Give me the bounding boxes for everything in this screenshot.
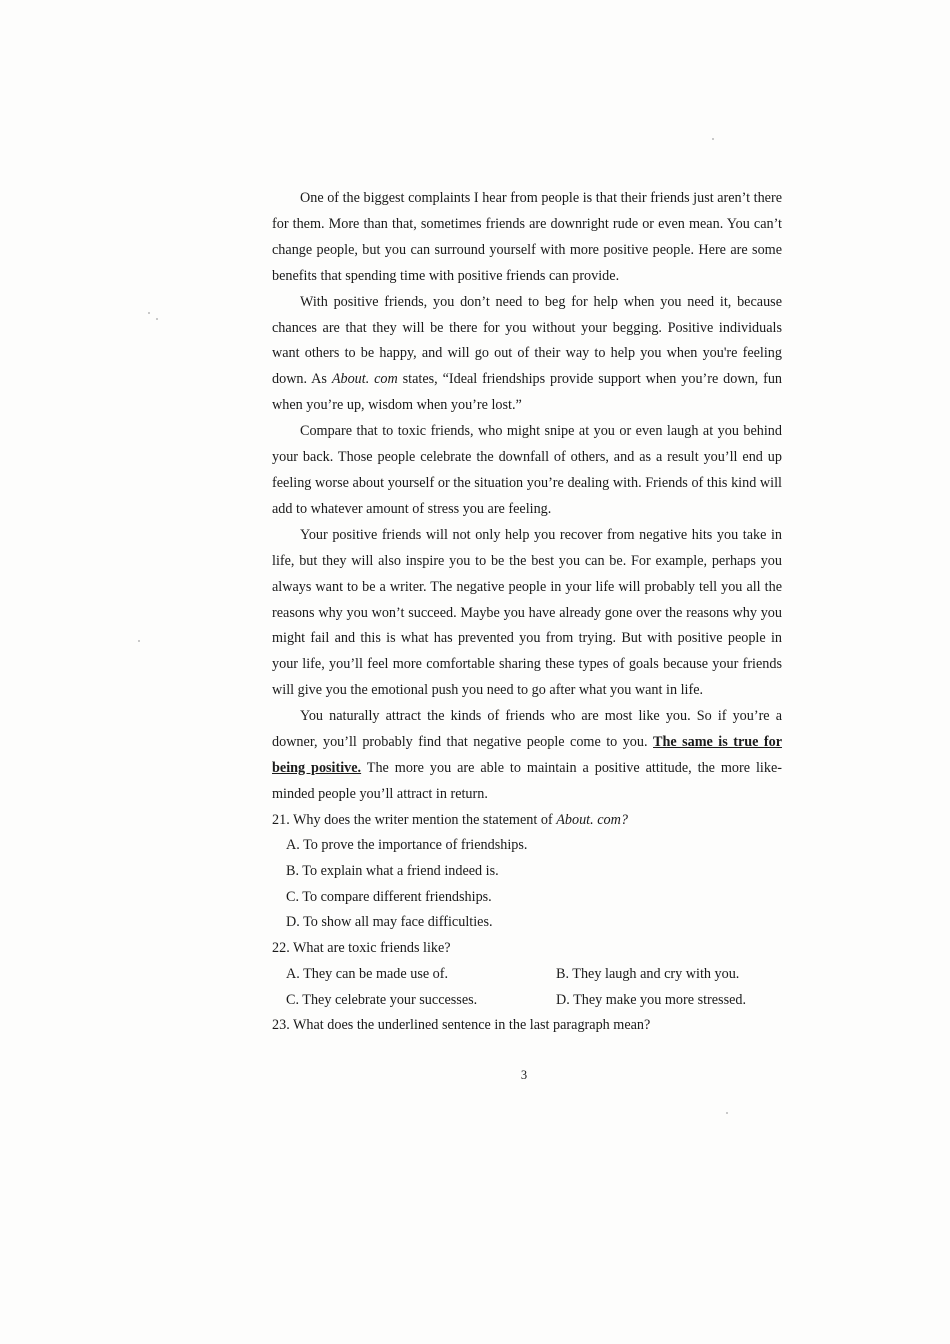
source-name: About. com bbox=[331, 371, 398, 388]
scan-speck bbox=[148, 312, 150, 314]
paragraph-text: Compare that to toxic friends, who might snipe at you or even laugh at you behind your back. Those people celebrate the downfall of others, and as a result you’ll end up feeling worse about yourself or the situation you’re dealing with. Friends of this kind will add to whatever amount of stress you are feeling. bbox=[272, 423, 782, 517]
paragraph-text: With positive friends, you don’t need to beg for help when you need it, because chances are that they will be there for you without your begging. Positive individuals want others to be happy, and will go out of their way to help you when you're feeling down. As bbox=[272, 293, 782, 388]
paragraph-text: One of the biggest complaints I hear from people is that their friends just aren’t there for them. More than that, sometimes friends are downright rude or even mean. You can’t change people, but you can surround yourself with more positive people. Here are some benefits that spending time with positive friends can provide. bbox=[272, 190, 782, 284]
option-b: B. They laugh and cry with you. bbox=[556, 966, 740, 983]
scan-speck bbox=[138, 640, 140, 642]
option-c: C. They celebrate your successes. bbox=[286, 992, 478, 1009]
stem-source: About. com? bbox=[556, 811, 628, 828]
option-a: A. They can be made use of. bbox=[286, 966, 449, 983]
stem-text: 21. Why does the writer mention the statement of bbox=[272, 811, 557, 828]
question-21 bbox=[272, 808, 782, 936]
scan-speck bbox=[726, 1112, 728, 1114]
paragraph-text: Your positive friends will not only help you recover from negative hits you take in life, but they will also inspire you to be the best you can be. For example, perhaps you always want to be a writer. The negative people in your life will probably tell you all the reasons why you won’t succeed. Maybe you have already gone over the reasons why you might fail and this is what has prevented you from trying. But with positive people in your life, you’ll feel more comfortable sharing these types of goals because your friends will give you the emotional push you need to go after what you want in life. bbox=[272, 526, 782, 699]
passage-paragraph-4 bbox=[272, 523, 782, 704]
option-c: C. To compare different friendships. bbox=[286, 888, 492, 905]
underlined-sentence: The same is true for being positive. bbox=[272, 734, 783, 776]
passage-paragraph-1 bbox=[272, 186, 782, 290]
paragraph-text: The more you are able to maintain a positive attitude, the more like-minded people you’ll attract in return. bbox=[272, 759, 782, 802]
question-23 bbox=[272, 1013, 782, 1039]
question-stem: 22. What are toxic friends like? bbox=[272, 939, 451, 956]
passage-paragraph-5 bbox=[272, 704, 782, 808]
scan-speck bbox=[156, 318, 158, 320]
page-number: 3 bbox=[520, 1068, 528, 1082]
question-22 bbox=[272, 936, 782, 1014]
options-row-1 bbox=[286, 961, 782, 987]
question-stem bbox=[272, 808, 782, 834]
question-stem: 23. What does the underlined sentence in the last paragraph mean? bbox=[272, 1017, 651, 1034]
option-d: D. To show all may face difficulties. bbox=[286, 914, 493, 931]
paragraph-text: You naturally attract the kinds of friends who are most like you. So if you’re a downer, you’ll probably find that negative people come to you. bbox=[272, 708, 782, 751]
scan-speck bbox=[712, 138, 714, 140]
options-row-2 bbox=[286, 987, 782, 1013]
option-d: D. They make you more stressed. bbox=[556, 992, 747, 1009]
paragraph-text: states, “Ideal friendships provide support when you’re down, fun when you’re up, wisdom when you’re lost.” bbox=[272, 371, 783, 414]
reading-passage bbox=[272, 186, 782, 808]
passage-paragraph-2 bbox=[272, 290, 782, 420]
exam-content bbox=[272, 186, 782, 1039]
option-a: A. To prove the importance of friendships. bbox=[286, 837, 528, 854]
option-b: B. To explain what a friend indeed is. bbox=[286, 862, 499, 879]
passage-paragraph-3 bbox=[272, 419, 782, 523]
